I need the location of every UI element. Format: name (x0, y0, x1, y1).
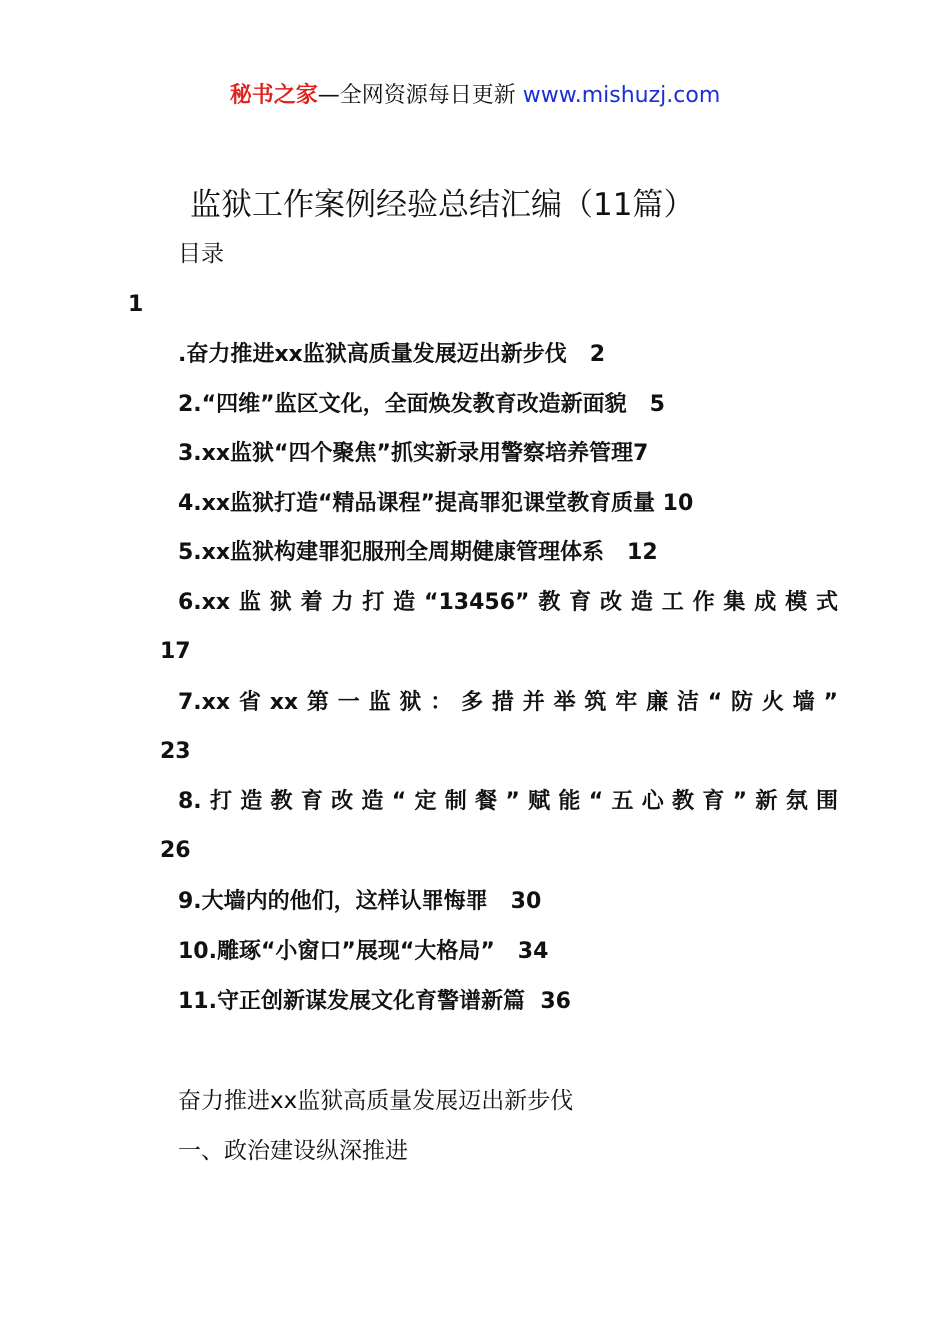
site-header (0, 80, 950, 112)
toc-entry-page: 30 (510, 889, 542, 914)
toc-entry-4[interactable] (178, 487, 838, 521)
toc-entry-text: 3.xx监狱“四个聚焦”抓实新录用警察培养管理 (178, 441, 633, 466)
toc-entry-8-page: 26 (160, 838, 191, 863)
toc-first-number: 1 (128, 292, 144, 317)
toc-entry-text: 10.雕琢“小窗口”展现“大格局” (178, 939, 495, 964)
section-title: 奋力推进xx监狱高质量发展迈出新步伐 (178, 1088, 574, 1114)
toc-entry-text: .奋力推进xx监狱高质量发展迈出新步伐 (178, 342, 567, 367)
toc-entry-8[interactable] (178, 785, 838, 819)
toc-entry-6-page: 17 (160, 639, 191, 664)
toc-entry-10[interactable] (178, 935, 838, 969)
toc-entry-text: 8.打造教育改造“定制餐”赋能“五心教育”新氛围 (178, 789, 838, 814)
toc-entry-7-page: 23 (160, 739, 191, 764)
toc-entry-text: 6.xx监狱着力打造“13456”教育改造工作集成模式 (178, 590, 838, 615)
toc-entry-page: 34 (517, 939, 549, 964)
toc-entry-text: 11.守正创新谋发展文化育警谱新篇 (178, 989, 525, 1014)
document-title: 监狱工作案例经验总结汇编（11篇） (190, 187, 695, 223)
header-slogan: —全网资源每日更新 (317, 83, 523, 108)
toc-entry-11[interactable] (178, 985, 838, 1019)
toc-entry-text: 5.xx监狱构建罪犯服刑全周期健康管理体系 (178, 540, 605, 565)
toc-entry-9[interactable] (178, 885, 838, 919)
toc-heading: 目录 (178, 241, 224, 267)
site-url-link[interactable]: www.mishuzj.com (522, 83, 721, 108)
toc-entry-text: 2.“四维”监区文化，全面焕发教育改造新面貌 (178, 392, 627, 417)
toc-entry-text: 4.xx监狱打造“精品课程”提高罪犯课堂教育质量 (178, 491, 655, 516)
toc-entry-page: 5 (649, 392, 665, 417)
toc-entry-page: 10 (662, 491, 694, 516)
toc-entry-3[interactable] (178, 437, 838, 471)
toc-entry-2[interactable] (178, 388, 838, 422)
brand-name: 秘书之家 (229, 83, 318, 108)
toc-entry-text: 7.xx省xx第一监狱：多措并举筑牢廉洁“防火墙” (178, 690, 838, 715)
toc-entry-page: 36 (540, 989, 571, 1014)
toc-entry-text: 9.大墙内的他们，这样认罪悔罪 (178, 889, 488, 914)
toc-entry-page: 2 (589, 342, 606, 367)
toc-entry-6[interactable] (178, 586, 838, 620)
toc-entry-1[interactable] (178, 338, 838, 372)
section-heading: 一、政治建设纵深推进 (178, 1138, 408, 1164)
toc-entry-5[interactable] (178, 536, 838, 570)
toc-entry-7[interactable] (178, 686, 838, 720)
toc-entry-page: 7 (632, 441, 649, 466)
toc-entry-page: 12 (627, 540, 658, 565)
